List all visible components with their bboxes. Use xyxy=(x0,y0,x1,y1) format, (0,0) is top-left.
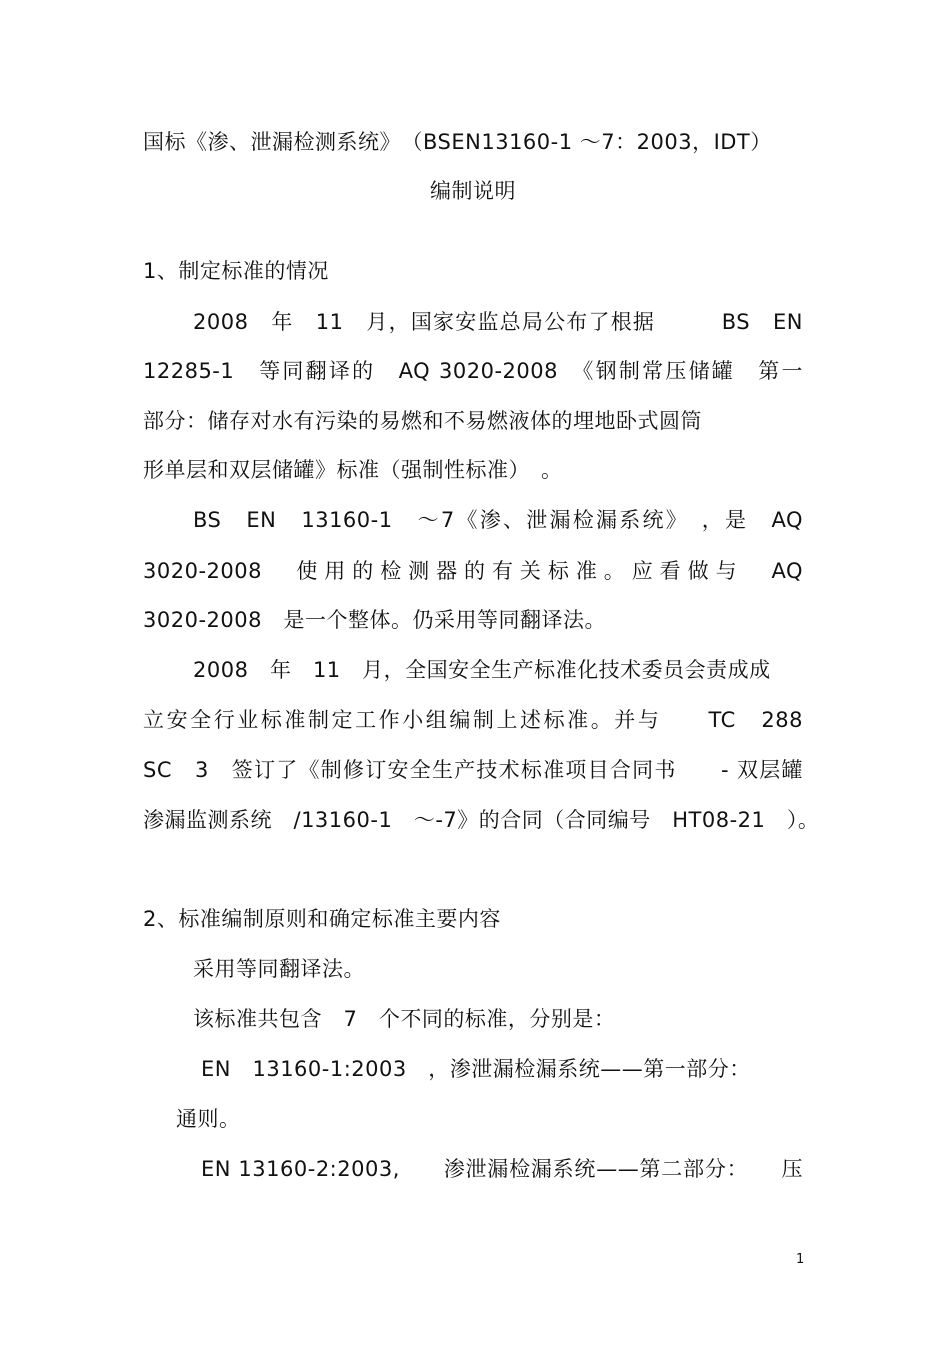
paragraph-line: 通则。 xyxy=(176,1107,241,1131)
paragraph-line: BS EN 13160-1 ～7《渗、泄漏检漏系统》 ，是 AQ xyxy=(193,508,803,532)
paragraph-line: 部分：储存对水有污染的易燃和不易燃液体的埋地卧式圆筒 xyxy=(143,409,702,433)
paragraph-line: 2008 年 11 月，国家安监总局公布了根据 BS EN xyxy=(193,310,803,334)
document-subtitle: 编制说明 xyxy=(430,179,516,203)
paragraph-line: 立安全行业标准制定工作小组编制上述标准。并与 TC 288 xyxy=(143,708,803,732)
paragraph-line: 3020-2008 使用的检测器的有关标准。应看做与 AQ xyxy=(143,559,803,583)
paragraph-line: 采用等同翻译法。 xyxy=(193,957,365,981)
paragraph-line: 3020-2008 是一个整体。仍采用等同翻译法。 xyxy=(143,608,606,632)
paragraph-line: 12285-1 等同翻译的 AQ 3020-2008 《钢制常压储罐 第一 xyxy=(143,359,803,383)
section-heading-2: 2、标准编制原则和确定标准主要内容 xyxy=(143,907,501,931)
paragraph-line: 渗漏监测系统 /13160-1 ～-7》的合同（合同编号 HT08-21 ）。 xyxy=(143,808,820,832)
paragraph-line: 该标准共包含 7 个不同的标准，分别是： xyxy=(193,1007,616,1031)
paragraph-line: EN 13160-1:2003 ，渗泄漏检漏系统——第一部分： xyxy=(201,1057,751,1081)
paragraph-line: 形单层和双层储罐》标准（强制性标准） 。 xyxy=(143,458,563,482)
page-number: 1 xyxy=(796,1252,805,1267)
paragraph-line: EN 13160-2:2003, 渗泄漏检漏系统——第二部分： 压 xyxy=(201,1157,803,1181)
paragraph-line: 2008 年 11 月，全国安全生产标准化技术委员会责成成 xyxy=(193,658,771,682)
section-heading-1: 1、制定标准的情况 xyxy=(143,259,329,283)
paragraph-line: SC 3 签订了《制修订安全生产技术标准项目合同书 - 双层罐 xyxy=(143,758,803,782)
document-title: 国标《渗、泄漏检测系统》 （BSEN13160-1 ～7：2003，IDT） xyxy=(143,130,772,154)
